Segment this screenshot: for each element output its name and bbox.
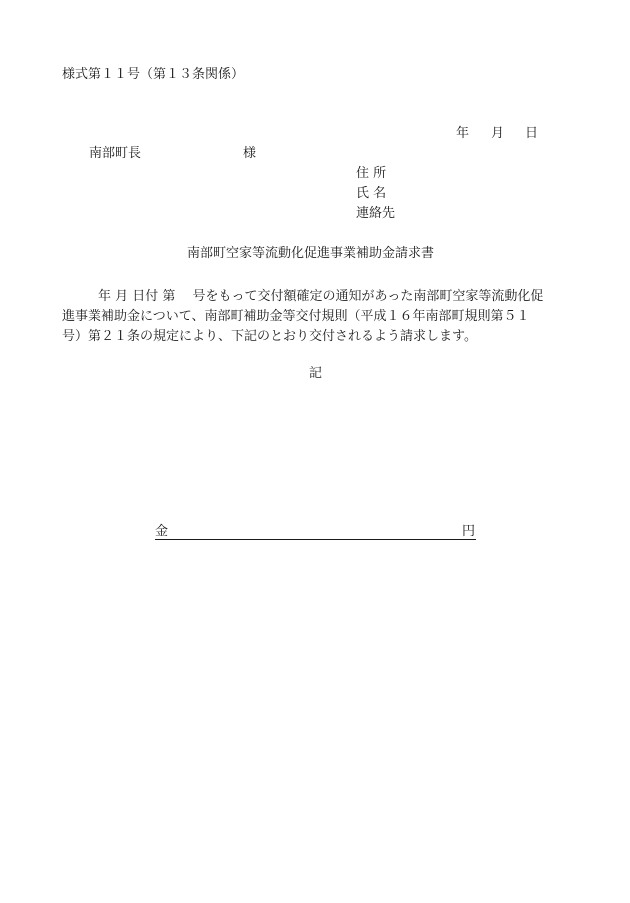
- ki-label: 記: [309, 366, 323, 381]
- body-line-3: 号）第２１条の規定により、下記のとおり交付されるよう請求します。: [62, 329, 477, 344]
- addressee-honorific: 様: [243, 146, 257, 161]
- date-day-label: 日: [525, 126, 539, 141]
- name-label: 氏 名: [356, 186, 387, 201]
- contact-label: 連絡先: [356, 206, 396, 221]
- request-body: [62, 287, 578, 347]
- body-line-2: 進事業補助金について、南部町補助金等交付規則（平成１６年南部町規則第５１: [62, 309, 530, 324]
- amount-prefix: 金: [155, 524, 169, 539]
- addressee-name: 南部町長: [89, 146, 142, 161]
- address-label: 住 所: [356, 166, 387, 181]
- date-month-label: 月: [491, 126, 505, 141]
- body-line-1-text: 年 月 日付 第 号をもって交付額確定の通知があった南部町空家等流動化促: [98, 289, 544, 304]
- amount-suffix: 円: [462, 524, 476, 539]
- body-line-1: [62, 287, 578, 307]
- form-number: 様式第１１号（第１３条関係）: [62, 67, 245, 82]
- document-title: 南部町空家等流動化促進事業補助金請求書: [187, 246, 435, 261]
- amount-underline: [155, 539, 476, 540]
- date-year-label: 年: [456, 126, 470, 141]
